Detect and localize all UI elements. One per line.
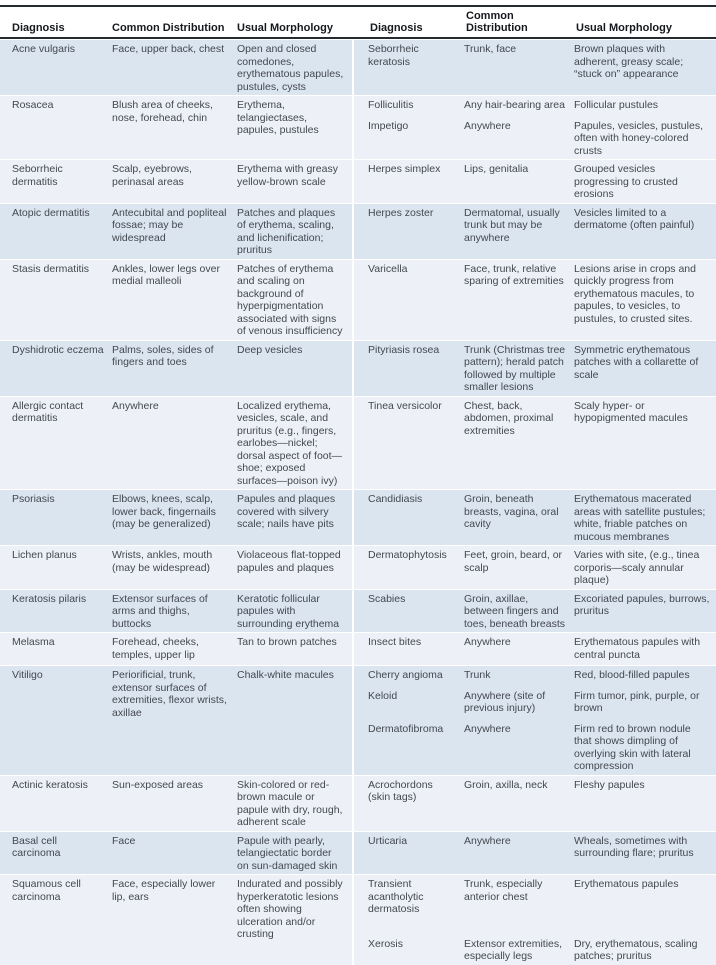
column-header-morphology-right: Usual Morphology <box>576 22 672 34</box>
distribution-cell: Dermatomal, usually trunk but may be anywhere <box>464 206 560 244</box>
morphology-cell: Grouped vesicles progressing to crusted erosions <box>574 163 678 200</box>
morphology-cell: Keratotic follicular papules with surrounding erythema <box>237 592 340 630</box>
diagnosis-cell: Folliculitis <box>368 99 414 111</box>
morphology-cell: Erythema, telangiectases, papules, pustules <box>237 99 319 136</box>
diagnosis-cell: Dermatofibroma <box>368 722 444 735</box>
band-left-row <box>0 397 354 490</box>
table-band <box>0 545 716 589</box>
distribution-cell: Ankles, lower legs over medial malleoli <box>112 262 220 287</box>
distribution-cell: Forehead, cheeks, temples, upper lip <box>112 636 199 661</box>
morphology-cell: Lesions arise in crops and quickly progress from erythematous macules, to papules, to vesicles, to pustules, to crusted sites. <box>574 262 696 325</box>
diagnosis-cell: Melasma <box>12 636 55 648</box>
distribution-cell: Elbows, knees, scalp, lower back, fingernails (may be generalized) <box>112 493 216 530</box>
morphology-cell: Red, blood-filled papules <box>574 669 690 681</box>
diagnosis-cell: Atopic dermatitis <box>12 206 90 219</box>
diagnosis-cell: Urticaria <box>368 834 408 847</box>
band-right-rows <box>354 590 716 633</box>
distribution-cell: Groin, axilla, neck <box>464 778 548 791</box>
band-right-row <box>368 633 716 663</box>
band-left-row <box>0 40 354 95</box>
morphology-cell: Symmetric erythematous patches with a collarette of scale <box>574 343 699 381</box>
table-band <box>0 775 716 831</box>
column-header-diagnosis-left: Diagnosis <box>12 22 65 34</box>
morphology-cell: Vesicles limited to a dermatome (often painful) <box>574 206 695 231</box>
band-right-row <box>368 397 716 440</box>
table-band <box>0 489 716 545</box>
table-body <box>0 39 716 965</box>
band-left-row <box>0 160 354 203</box>
diagnosis-cell: Basal cell carcinoma <box>12 834 61 859</box>
distribution-cell: Anywhere <box>464 119 511 132</box>
table-band <box>0 665 716 775</box>
morphology-cell: Deep vesicles <box>237 343 303 356</box>
band-right-row <box>368 40 716 83</box>
band-right-rows <box>354 633 716 665</box>
band-right-rows <box>354 341 716 396</box>
morphology-cell: Violaceous flat-topped papules and plaques <box>237 549 341 574</box>
band-left-row <box>0 341 354 396</box>
band-right-row <box>368 260 716 328</box>
document-page <box>0 5 716 962</box>
diagnosis-cell: Transient acantholytic dermatosis <box>368 878 424 915</box>
table-band <box>0 95 716 159</box>
table-band <box>0 831 716 875</box>
table-header-row <box>0 5 716 39</box>
band-left-row <box>0 96 354 159</box>
morphology-cell: Wheals, sometimes with surrounding flare; pruritus <box>574 834 694 859</box>
band-right-rows <box>354 96 716 159</box>
diagnosis-table <box>0 5 716 965</box>
morphology-cell: Erythematous papules with central puncta <box>574 636 701 661</box>
band-right-row <box>368 341 716 396</box>
table-band <box>0 589 716 633</box>
morphology-cell: Brown plaques with adherent, greasy scale; “stuck on” appearance <box>574 43 684 80</box>
band-left-row <box>0 204 354 259</box>
distribution-cell: Extensor surfaces of arms and thighs, buttocks <box>112 592 208 630</box>
table-header-right-group <box>356 7 716 37</box>
diagnosis-cell: Pityriasis rosea <box>368 343 440 356</box>
diagnosis-cell: Tinea versicolor <box>368 399 442 412</box>
morphology-cell: Papules, vesicles, pustules, often with honey-colored crusts <box>574 119 703 157</box>
diagnosis-cell: Squamous cell carcinoma <box>12 878 81 903</box>
diagnosis-cell: Lichen planus <box>12 549 77 561</box>
band-right-rows <box>354 40 716 95</box>
diagnosis-cell: Keloid <box>368 689 398 702</box>
distribution-cell: Face, especially lower lip, ears <box>112 878 216 903</box>
band-right-row <box>368 117 716 160</box>
distribution-cell: Anywhere (site of previous injury) <box>464 689 546 714</box>
distribution-cell: Feet, groin, beard, or scalp <box>464 549 563 574</box>
diagnosis-cell: Keratosis pilaris <box>12 592 87 605</box>
table-band <box>0 203 716 259</box>
band-right-rows <box>354 490 716 545</box>
morphology-cell: Skin-colored or red-brown macule or papule with dry, rough, adherent scale <box>237 778 343 828</box>
band-right-rows <box>354 260 716 340</box>
band-left-row <box>0 260 354 340</box>
morphology-cell: Localized erythema, vesicles, scale, and pruritus (e.g., fingers, earlobes—nickel; dorsal aspect of foot—shoe; exposed surfaces—poison ivy) <box>237 399 343 487</box>
band-left-row <box>0 832 354 875</box>
diagnosis-cell: Dyshidrotic eczema <box>12 343 104 356</box>
morphology-cell: Scaly hyper- or hypopigmented macules <box>574 399 688 424</box>
morphology-cell: Varies with site, (e.g., tinea corporis—scaly annular plaque) <box>574 549 700 586</box>
column-header-distribution-right: Common Distribution <box>466 10 528 34</box>
band-right-rows <box>354 776 716 831</box>
band-right-rows <box>354 160 716 203</box>
morphology-cell: Papules and plaques covered with silvery scale; nails have pits <box>237 493 336 530</box>
morphology-cell: Papule with pearly, telangiectatic border on sun-damaged skin <box>237 834 338 872</box>
band-right-rows <box>354 397 716 490</box>
morphology-cell: Fleshy papules <box>574 778 645 791</box>
band-right-row <box>368 160 716 203</box>
band-right-rows <box>354 204 716 259</box>
band-right-row <box>368 666 716 684</box>
diagnosis-cell: Rosacea <box>12 99 54 111</box>
band-right-row <box>368 832 716 862</box>
distribution-cell: Trunk, face <box>464 43 517 55</box>
distribution-cell: Groin, axillae, between fingers and toes, beneath breasts <box>464 592 565 630</box>
band-left-row <box>0 875 354 965</box>
diagnosis-cell: Dermatophytosis <box>368 549 447 561</box>
distribution-cell: Face <box>112 834 136 847</box>
band-right-row <box>368 687 716 717</box>
distribution-cell: Wrists, ankles, mouth (may be widespread) <box>112 549 213 574</box>
morphology-cell: Erythema with greasy yellow-brown scale <box>237 163 338 188</box>
distribution-cell: Anywhere <box>464 834 511 847</box>
diagnosis-cell: Psoriasis <box>12 493 55 505</box>
distribution-cell: Chest, back, abdomen, proximal extremities <box>464 399 554 437</box>
band-left-row <box>0 490 354 545</box>
diagnosis-cell: Acne vulgaris <box>12 43 76 55</box>
morphology-cell: Indurated and possibly hyperkeratotic lesions often showing ulceration and/or crusting <box>237 878 343 940</box>
distribution-cell: Groin, beneath breasts, vagina, oral cavity <box>464 493 559 530</box>
diagnosis-cell: Scabies <box>368 592 406 605</box>
morphology-cell: Tan to brown patches <box>237 636 337 648</box>
distribution-cell: Face, upper back, chest <box>112 43 225 55</box>
distribution-cell: Any hair-bearing area <box>464 99 565 111</box>
diagnosis-cell: Candidiasis <box>368 493 423 505</box>
distribution-cell: Trunk, especially anterior chest <box>464 878 543 903</box>
column-header-diagnosis-right: Diagnosis <box>370 22 423 34</box>
diagnosis-cell: Seborrheic dermatitis <box>12 163 63 188</box>
column-header-distribution-left: Common Distribution <box>112 22 225 34</box>
band-left-row <box>0 546 354 589</box>
diagnosis-cell: Actinic keratosis <box>12 778 88 791</box>
morphology-cell: Dry, erythematous, scaling patches; pruritus <box>574 937 698 962</box>
band-right-row <box>368 935 716 965</box>
band-right-row <box>368 96 716 114</box>
band-right-row <box>368 875 716 918</box>
morphology-cell: Patches and plaques of erythema, scaling, and lichenification; pruritus <box>237 206 336 256</box>
distribution-cell: Face, trunk, relative sparing of extremities <box>464 262 564 287</box>
diagnosis-cell: Xerosis <box>368 937 404 950</box>
band-right-rows <box>354 546 716 589</box>
distribution-cell: Scalp, eyebrows, perinasal areas <box>112 163 192 188</box>
morphology-cell: Firm tumor, pink, purple, or brown <box>574 689 700 714</box>
distribution-cell: Antecubital and popliteal fossae; may be widespread <box>112 206 227 244</box>
diagnosis-cell: Acrochordons (skin tags) <box>368 778 433 803</box>
table-band <box>0 340 716 396</box>
table-band <box>0 159 716 203</box>
diagnosis-cell: Herpes zoster <box>368 206 434 219</box>
band-right-row <box>368 490 716 545</box>
morphology-cell: Firm red to brown nodule that shows dimpling of overlying skin with lateral compression <box>574 722 691 772</box>
distribution-cell: Lips, genitalia <box>464 163 529 175</box>
distribution-cell: Anywhere <box>464 722 511 735</box>
table-band <box>0 632 716 665</box>
morphology-cell: Patches of erythema and scaling on background of hyperpigmentation associated with signs of venous insufficiency <box>237 262 343 337</box>
band-right-row <box>368 546 716 589</box>
band-right-row <box>368 776 716 806</box>
table-header-left-group <box>0 7 356 37</box>
diagnosis-cell: Seborrheic keratosis <box>368 43 419 68</box>
distribution-cell: Periorificial, trunk, extensor surfaces of extremities, flexor wrists, axillae <box>112 669 227 719</box>
band-left-row <box>0 633 354 665</box>
diagnosis-cell: Herpes simplex <box>368 163 441 175</box>
morphology-cell: Chalk-white macules <box>237 669 334 681</box>
band-right-rows <box>354 875 716 965</box>
distribution-cell: Palms, soles, sides of fingers and toes <box>112 343 214 368</box>
diagnosis-cell: Allergic contact dermatitis <box>12 399 84 424</box>
distribution-cell: Extensor extremities, especially legs <box>464 937 563 962</box>
table-band <box>0 39 716 95</box>
diagnosis-cell: Cherry angioma <box>368 669 443 681</box>
distribution-cell: Trunk (Christmas tree pattern); herald patch followed by multiple smaller lesions <box>464 343 566 393</box>
morphology-cell: Follicular pustules <box>574 99 659 111</box>
band-left-row <box>0 666 354 775</box>
diagnosis-cell: Stasis dermatitis <box>12 262 90 275</box>
table-band <box>0 259 716 340</box>
distribution-cell: Anywhere <box>464 636 511 648</box>
band-left-row <box>0 776 354 831</box>
band-right-row <box>368 204 716 247</box>
band-right-rows <box>354 832 716 875</box>
diagnosis-cell: Impetigo <box>368 119 409 132</box>
morphology-cell: Erythematous macerated areas with satellite pustules; white, friable patches on mucous membranes <box>574 493 706 543</box>
band-right-row <box>368 720 716 775</box>
diagnosis-cell: Vitiligo <box>12 669 43 681</box>
table-band <box>0 396 716 490</box>
table-band <box>0 874 716 965</box>
column-header-morphology-left: Usual Morphology <box>237 22 333 34</box>
distribution-cell: Anywhere <box>112 399 159 412</box>
diagnosis-cell: Varicella <box>368 262 408 275</box>
band-left-row <box>0 590 354 633</box>
morphology-cell: Open and closed comedones, erythematous papules, pustules, cysts <box>237 43 344 93</box>
band-right-row <box>368 590 716 633</box>
distribution-cell: Sun-exposed areas <box>112 778 204 791</box>
band-right-rows <box>354 666 716 775</box>
diagnosis-cell: Insect bites <box>368 636 422 648</box>
distribution-cell: Blush area of cheeks, nose, forehead, chin <box>112 99 213 124</box>
distribution-cell: Trunk <box>464 669 491 681</box>
morphology-cell: Erythematous papules <box>574 878 679 890</box>
morphology-cell: Excoriated papules, burrows, pruritus <box>574 592 710 617</box>
